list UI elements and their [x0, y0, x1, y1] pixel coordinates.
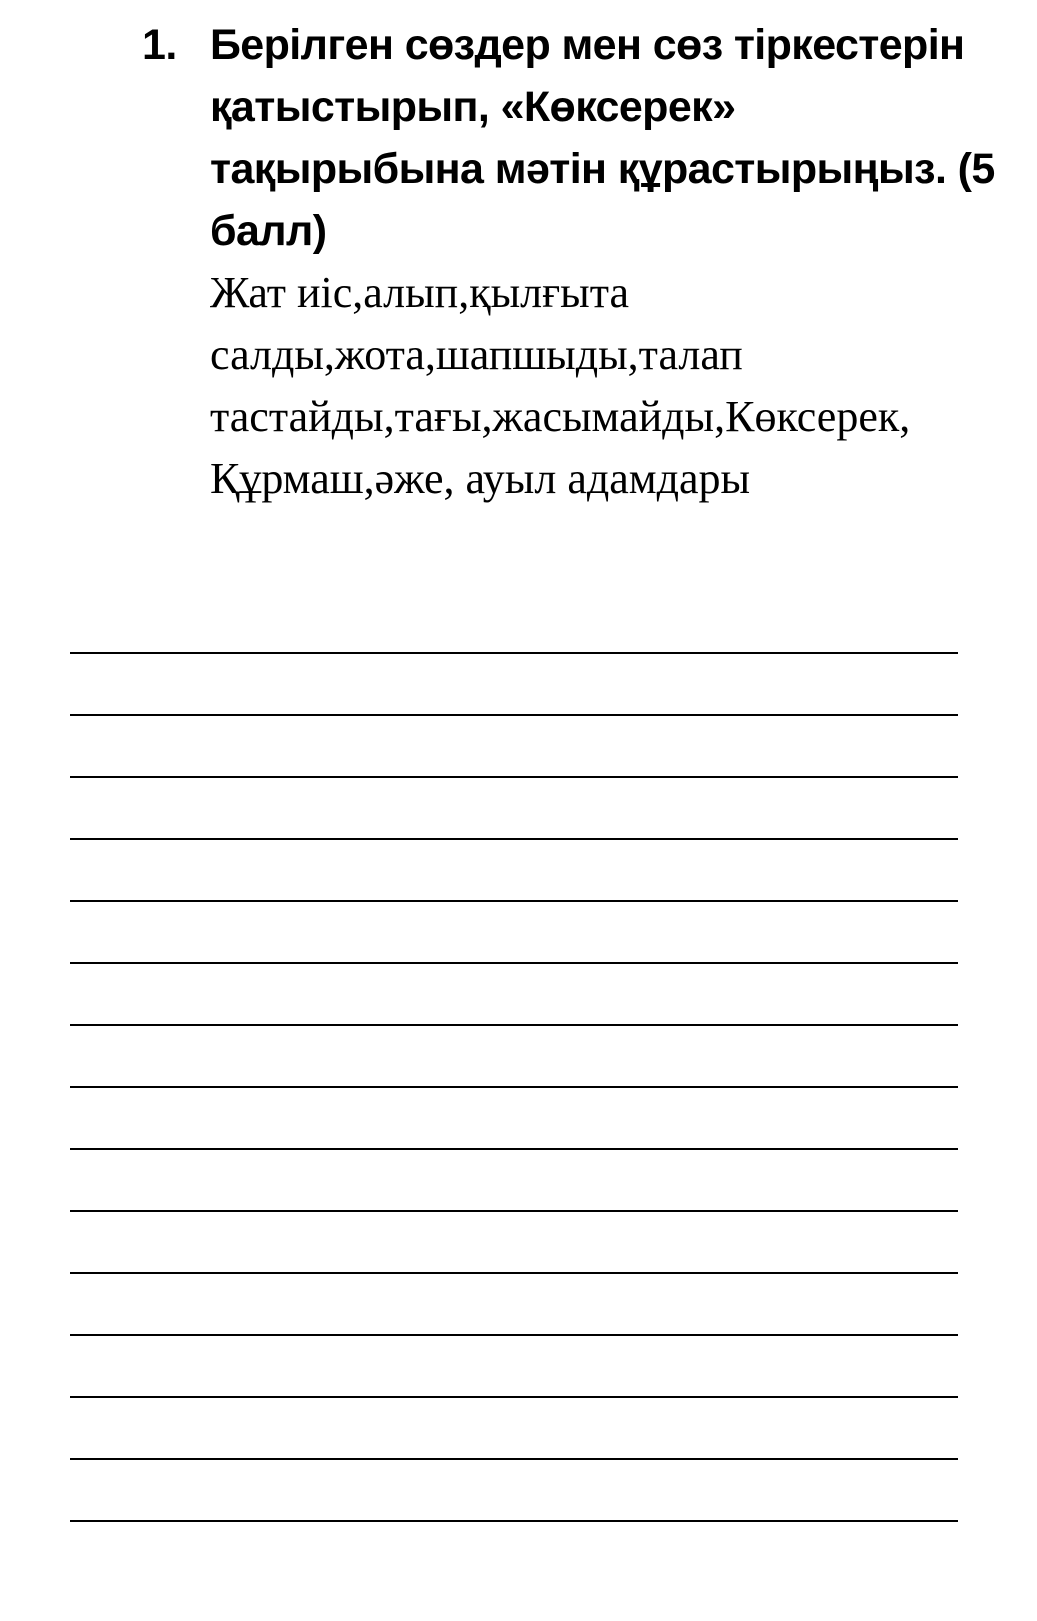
answer-line[interactable] — [70, 964, 958, 1026]
answer-line[interactable] — [70, 778, 958, 840]
word-list — [210, 262, 990, 510]
word-list-line: Құрмаш,әже, ауыл адамдары — [210, 454, 751, 503]
answer-line[interactable] — [70, 1088, 958, 1150]
word-list-line: Жат иіс,алып,қылғыта — [210, 268, 630, 317]
answer-line[interactable] — [70, 1460, 958, 1522]
answer-line[interactable] — [70, 1150, 958, 1212]
word-list-line: тастайды,тағы,жасымайды,Көксерек, — [210, 392, 911, 441]
answer-line[interactable] — [70, 902, 958, 964]
answer-line[interactable] — [70, 1026, 958, 1088]
word-list-line: салды,жота,шапшыды,талап — [210, 330, 743, 379]
task-prompt — [210, 14, 995, 262]
answer-lines[interactable] — [70, 652, 958, 1522]
task-number: 1. — [142, 21, 177, 69]
task-prompt-line: қатыстырып, «Көксерек» — [210, 83, 736, 131]
answer-line[interactable] — [70, 1274, 958, 1336]
task-prompt-line: балл) — [210, 207, 327, 255]
answer-line[interactable] — [70, 840, 958, 902]
answer-line[interactable] — [70, 1398, 958, 1460]
task-prompt-line: тақырыбына мәтін құрастырыңыз. (5 — [210, 145, 995, 193]
answer-line[interactable] — [70, 1336, 958, 1398]
answer-line[interactable] — [70, 654, 958, 716]
answer-line[interactable] — [70, 1212, 958, 1274]
answer-line[interactable] — [70, 716, 958, 778]
task-prompt-line: Берілген сөздер мен сөз тіркестерін — [210, 21, 965, 69]
